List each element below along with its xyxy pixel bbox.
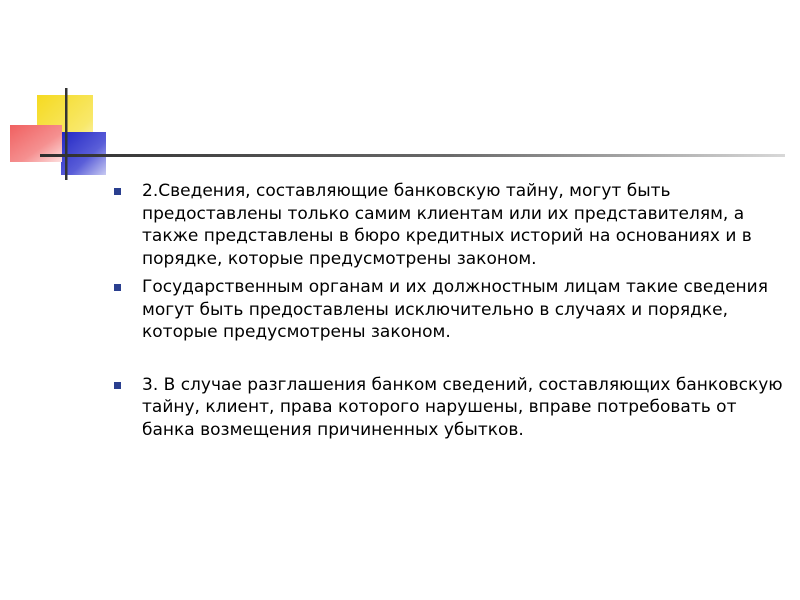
list-item	[112, 276, 784, 344]
square-bullet-icon	[114, 284, 121, 291]
vertical-rule	[65, 88, 68, 180]
blue-square	[61, 132, 106, 175]
horizontal-rule	[40, 154, 785, 157]
bullet-text: 3. В случае разглашения банком сведений, составляющих банковскую тайну, клиент, права которого нарушены, вправе потребовать от банка возмещения причиненных убытков.	[142, 374, 783, 440]
bullet-list	[112, 180, 784, 441]
bullet-text: Государственным органам и их должностным лицам такие сведения могут быть предоставлены исключительно в случаях и порядке, которые предусмотрены законом.	[142, 277, 768, 342]
list-item	[112, 180, 784, 270]
square-bullet-icon	[114, 188, 121, 195]
square-bullet-icon	[114, 382, 121, 389]
list-item	[112, 374, 784, 442]
bullet-text: 2.Сведения, составляющие банковскую тайну, могут быть предоставлены только самим клиентам или их представителям, а также представлены в бюро кредитных историй на основаниях и в порядке, которые предусмотрены законом.	[142, 181, 752, 269]
decorative-corner-squares	[0, 0, 800, 200]
